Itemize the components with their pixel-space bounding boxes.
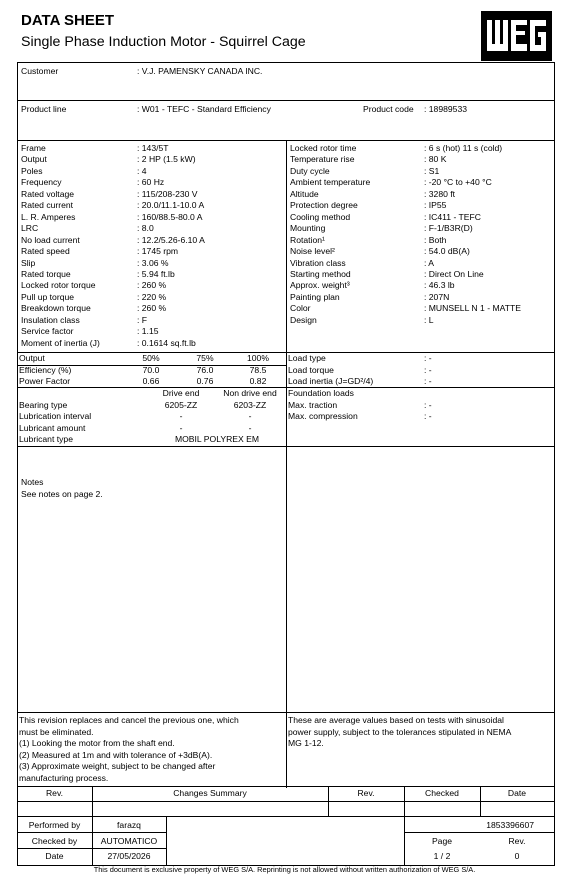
date-value: 27/05/2026 <box>107 851 151 861</box>
spec-right-value: : -20 °C to +40 °C <box>424 177 492 188</box>
spec-right-label: Noise level² <box>290 246 335 257</box>
bearing-type-label: Bearing type <box>19 400 68 410</box>
footnote-line: These are average values based on tests with sinusoidal <box>288 715 504 725</box>
spec-right-label: Altitude <box>290 188 319 199</box>
efficiency-100: 78.5 <box>249 365 267 375</box>
product-line-value: : W01 - TEFC - Standard Efficiency <box>137 104 271 114</box>
document-title: DATA SHEET <box>21 12 115 29</box>
lubricant-amount-non-drive: - <box>248 423 252 433</box>
spec-right-value: : A <box>424 257 435 268</box>
spec-right-label: Locked rotor time <box>290 143 357 153</box>
load-inertia-label: Load inertia (J=GD²/4) <box>288 376 374 386</box>
load-75: 75% <box>196 353 214 363</box>
performed-by-value: farazq <box>117 820 141 830</box>
spec-left-value: : F <box>137 314 148 325</box>
spec-left-value: : 260 % <box>137 280 167 291</box>
spec-right-value: : L <box>424 314 434 325</box>
spec-left-value: : 220 % <box>137 291 167 302</box>
non-drive-end-header: Non drive end <box>223 388 277 398</box>
spec-left-value: : 60 Hz <box>137 177 165 188</box>
rev2-header: Rev. <box>357 788 375 798</box>
spec-left-value: : 4 <box>137 165 147 176</box>
checked-by-value: AUTOMATICO <box>100 836 158 846</box>
spec-right-label: Mounting <box>290 223 326 234</box>
date-header: Date <box>507 788 527 798</box>
spec-left-value: : 143/5T <box>137 143 169 153</box>
spec-right-label: Vibration class <box>290 257 346 268</box>
spec-left-label: Pull up torque <box>21 291 75 302</box>
foundation-title: Foundation loads <box>288 388 354 398</box>
efficiency-label: Efficiency (%) <box>19 365 72 375</box>
spec-left-label: LRC <box>21 223 39 234</box>
spec-right-value: : Direct On Line <box>424 268 484 279</box>
load-100: 100% <box>247 353 269 363</box>
max-compression-label: Max. compression <box>288 411 358 421</box>
spec-right-label: Color <box>290 303 311 314</box>
spec-right-label: Duty cycle <box>290 165 330 176</box>
lubrication-interval-drive: - <box>179 411 183 421</box>
spec-left-label: Rated speed <box>21 246 70 257</box>
weg-logo <box>481 11 552 61</box>
rev-header: Rev. <box>45 788 64 798</box>
drive-end-header: Drive end <box>162 388 200 398</box>
output-label: Output <box>19 353 45 363</box>
lubrication-interval-label: Lubrication interval <box>19 411 92 421</box>
footnote-line: MG 1-12. <box>288 738 324 748</box>
footnote-line: This revision replaces and cancel the previous one, which <box>19 715 239 725</box>
changes-summary-header: Changes Summary <box>173 788 247 798</box>
spec-left-label: Poles <box>21 165 43 176</box>
notes-text: See notes on page 2. <box>21 489 103 499</box>
load-50: 50% <box>142 353 160 363</box>
spec-right-label: Rotation¹ <box>290 234 325 245</box>
spec-right-value: : 54.0 dB(A) <box>424 246 470 257</box>
max-traction-label: Max. traction <box>288 400 338 410</box>
load-type-value: : - <box>424 353 432 363</box>
spec-right-value: : 46.3 lb <box>424 280 455 291</box>
spec-left-value: : 1745 rpm <box>137 246 179 257</box>
efficiency-50: 70.0 <box>142 365 160 375</box>
lubricant-amount-label: Lubricant amount <box>19 423 86 433</box>
spec-right-value: : 207N <box>424 291 450 302</box>
spec-left-label: Locked rotor torque <box>21 280 96 291</box>
product-code-label: Product code <box>363 104 414 114</box>
spec-left-label: Breakdown torque <box>21 303 91 314</box>
document-number: 1853396607 <box>486 820 534 830</box>
spec-right-value: : 3280 ft <box>424 188 456 199</box>
bearing-type-drive: 6205-ZZ <box>164 400 198 410</box>
spec-right-value: : S1 <box>424 165 440 176</box>
spec-left-label: Output <box>21 154 47 165</box>
checked-by-label: Checked by <box>31 836 78 846</box>
load-torque-label: Load torque <box>288 365 334 375</box>
spec-left-value: : 115/208-230 V <box>137 188 198 199</box>
spec-right-label: Design <box>290 314 317 325</box>
spec-left-value: : 12.2/5.26-6.10 A <box>137 234 205 245</box>
spec-right-label: Temperature rise <box>290 154 355 165</box>
footnote-line: (2) Measured at 1m and with tolerance of +3dB(A). <box>19 749 213 760</box>
page-value: 1 / 2 <box>433 851 451 861</box>
lubrication-interval-non-drive: - <box>248 411 252 421</box>
footnote-line: must be eliminated. <box>19 726 94 737</box>
notes-title: Notes <box>21 477 44 487</box>
product-code-value: : 18989533 <box>424 104 468 114</box>
spec-left-label: Frame <box>21 143 46 153</box>
spec-right-value: : F-1/B3R(D) <box>424 223 473 234</box>
bearing-type-non-drive: 6203-ZZ <box>233 400 267 410</box>
checked-header: Checked <box>425 788 459 798</box>
spec-left-value: : 1.15 <box>137 326 159 337</box>
spec-left-value: : 3.06 % <box>137 257 169 268</box>
spec-left-label: Rated current <box>21 200 74 211</box>
spec-left-value: : 2 HP (1.5 kW) <box>137 154 196 165</box>
footnote-line: manufacturing process. <box>19 772 109 783</box>
spec-left-label: Rated torque <box>21 268 71 279</box>
lubricant-type-value: MOBIL POLYREX EM <box>174 434 260 444</box>
spec-right-value: : MUNSELL N 1 - MATTE <box>424 303 521 314</box>
spec-right-label: Painting plan <box>290 291 340 302</box>
max-compression-value: : - <box>424 411 432 421</box>
customer-label: Customer <box>21 66 59 76</box>
spec-left-label: Service factor <box>21 326 74 337</box>
max-traction-value: : - <box>424 400 432 410</box>
power-factor-50: 0.66 <box>142 376 160 386</box>
spec-right-value: : 80 K <box>424 154 447 165</box>
spec-left-label: Rated voltage <box>21 188 75 199</box>
performed-by-label: Performed by <box>28 820 81 830</box>
spec-left-label: Insulation class <box>21 314 80 325</box>
spec-right-label: Cooling method <box>290 211 351 222</box>
date-label: Date <box>45 851 64 861</box>
document-subtitle: Single Phase Induction Motor - Squirrel Cage <box>21 34 306 50</box>
load-inertia-value: : - <box>424 376 432 386</box>
spec-right-label: Approx. weight³ <box>290 280 350 291</box>
spec-right-value: : IP55 <box>424 200 447 211</box>
spec-left-value: : 5.94 ft.lb <box>137 268 175 279</box>
spec-left-label: Frequency <box>21 177 62 188</box>
page-label: Page <box>431 836 453 846</box>
spec-left-value: : 260 % <box>137 303 167 314</box>
footer-disclaimer: This document is exclusive property of WEG S/A. Reprinting is not allowed without written authorization of WEG S/A. <box>93 865 476 874</box>
lubricant-amount-drive: - <box>179 423 183 433</box>
spec-left-value: : 160/88.5-80.0 A <box>137 211 203 222</box>
spec-left-value: : 8.0 <box>137 223 154 234</box>
spec-left-label: No load current <box>21 234 80 245</box>
power-factor-75: 0.76 <box>196 376 214 386</box>
spec-left-value: : 20.0/11.1-10.0 A <box>137 200 205 211</box>
rev-label: Rev. <box>508 836 526 846</box>
spec-left-value: : 0.1614 sq.ft.lb <box>137 337 196 348</box>
spec-right-label: Starting method <box>290 268 351 279</box>
efficiency-75: 76.0 <box>196 365 214 375</box>
customer-value: : V.J. PAMENSKY CANADA INC. <box>137 66 263 76</box>
rev-value: 0 <box>514 851 520 861</box>
spec-left-label: Moment of inertia (J) <box>21 337 100 348</box>
spec-left-label: L. R. Amperes <box>21 211 76 222</box>
spec-right-label: Ambient temperature <box>290 177 371 188</box>
spec-left-label: Slip <box>21 257 36 268</box>
load-torque-value: : - <box>424 365 432 375</box>
power-factor-label: Power Factor <box>19 376 71 386</box>
load-type-label: Load type <box>288 353 326 363</box>
footnote-line: (1) Looking the motor from the shaft end. <box>19 738 175 748</box>
lubricant-type-label: Lubricant type <box>19 434 73 444</box>
spec-right-value: : IC411 - TEFC <box>424 211 481 222</box>
spec-right-value: : Both <box>424 234 447 245</box>
product-line-label: Product line <box>21 104 67 114</box>
spec-right-label: Protection degree <box>290 200 358 211</box>
footnote-line: power supply, subject to the tolerances stipulated in NEMA <box>288 726 512 737</box>
footnote-line: (3) Approximate weight, subject to be changed after <box>19 761 216 771</box>
spec-right-value: : 6 s (hot) 11 s (cold) <box>424 143 503 153</box>
power-factor-100: 0.82 <box>249 376 267 386</box>
